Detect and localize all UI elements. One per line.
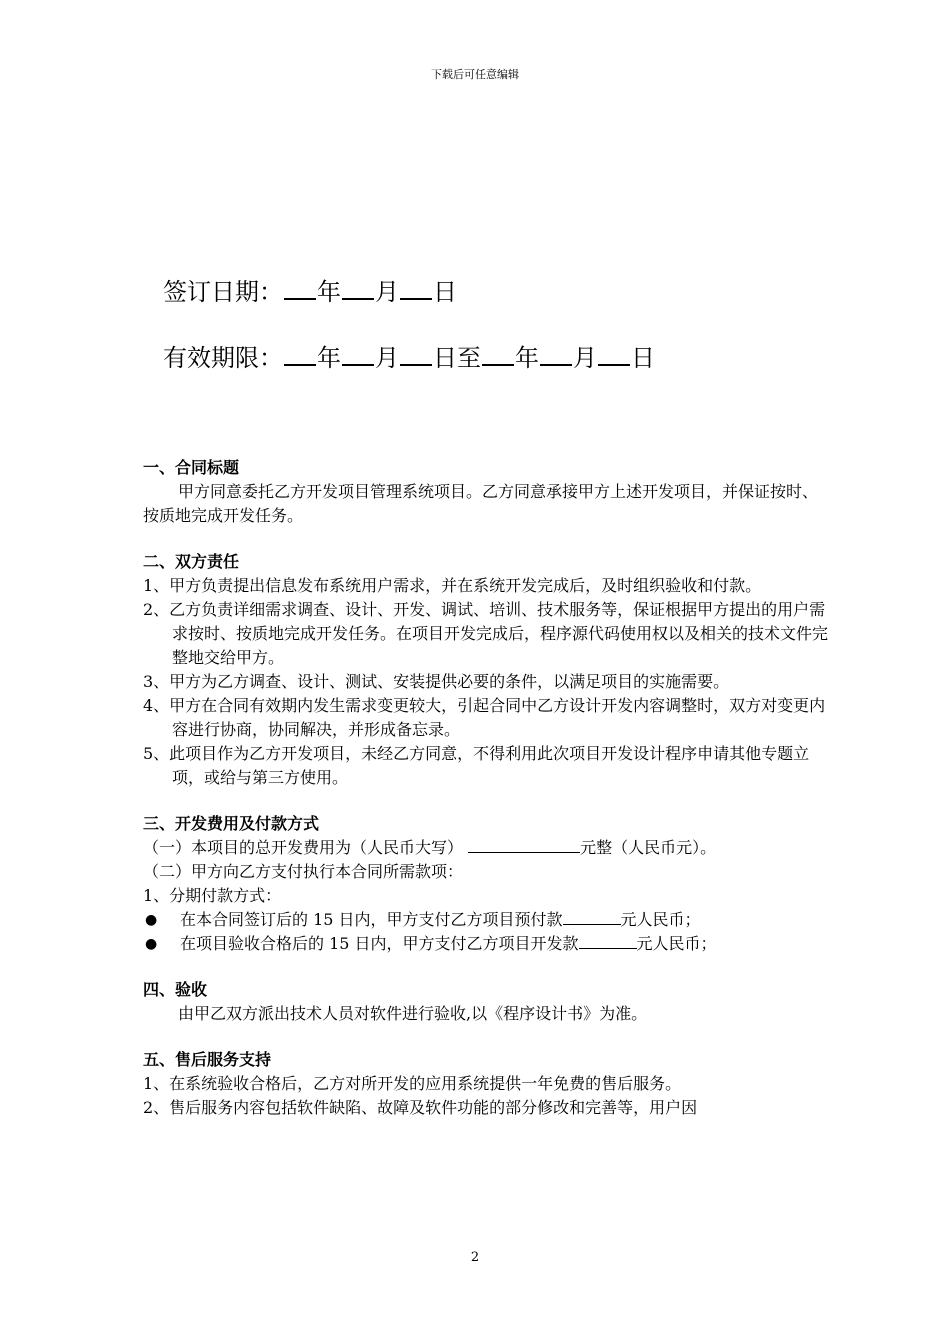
year-blank <box>284 278 316 300</box>
section-3-title: 三、开发费用及付款方式 <box>143 814 320 833</box>
valid-period-line <box>163 338 655 373</box>
day-label: 日 <box>433 278 457 306</box>
section-4-title: 四、验收 <box>143 980 208 999</box>
section-2-item: 2、乙方负责详细需求调查、设计、开发、调试、培训、技术服务等，保证根据甲方提出的用户需求按时、按质地完成开发任务。在项目开发完成后，程序源代码使用权以及相关的技术文件完整地交给甲方。 <box>143 600 829 667</box>
section-4-paragraph: 由甲乙双方派出技术人员对软件进行验收,以《程序设计书》为准。 <box>178 1004 648 1023</box>
page-number: 2 <box>470 1250 480 1265</box>
valid-period-label: 有效期限： <box>163 344 283 372</box>
year-label: 年 <box>317 278 341 306</box>
advance-payment-text: 在本合同签订后的 15 日内，甲方支付乙方项目预付款 <box>180 910 563 929</box>
payment-bullet <box>143 908 833 932</box>
start-year-blank <box>284 344 316 366</box>
section-5-item: 1、在系统验收合格后，乙方对所开发的应用系统提供一年免费的售后服务。 <box>143 1074 682 1093</box>
start-month-label: 月 <box>375 344 399 372</box>
section-2-item: 1、甲方负责提出信息发布系统用户需求，并在系统开发完成后，及时组织验收和付款。 <box>143 576 762 595</box>
installment-label: 1、分期付款方式： <box>143 886 282 905</box>
total-fee-line <box>143 836 833 860</box>
section-1-title: 一、合同标题 <box>143 458 240 477</box>
start-month-blank <box>342 344 374 366</box>
sign-date-label: 签订日期： <box>163 278 283 306</box>
month-label: 月 <box>375 278 399 306</box>
development-payment-unit: 元人民币； <box>636 934 717 953</box>
end-month-label: 月 <box>573 344 597 372</box>
start-day-label: 日至 <box>433 344 481 372</box>
start-day-blank <box>400 344 432 366</box>
page-header: 下载后可任意编辑 <box>431 68 519 81</box>
payment-intro: （二）甲方向乙方支付执行本合同所需款项： <box>143 862 464 881</box>
development-payment-text: 在项目验收合格后的 15 日内，甲方支付乙方项目开发款 <box>180 934 579 953</box>
total-fee-label: （一）本项目的总开发费用为（人民币大写） <box>143 838 464 857</box>
section-2-item: 4、甲方在合同有效期内发生需求变更较大，引起合同中乙方设计开发内容调整时，双方对变更内容进行协商，协同解决，并形成备忘录。 <box>143 696 826 739</box>
end-day-blank <box>598 344 630 366</box>
advance-payment-unit: 元人民币； <box>620 910 701 929</box>
section-5-item: 2、售后服务内容包括软件缺陷、故障及软件功能的部分修改和完善等，用户因 <box>143 1098 698 1117</box>
bullet-icon: ● <box>145 936 158 952</box>
end-year-blank <box>482 344 514 366</box>
total-fee-blank <box>468 836 580 853</box>
start-year-label: 年 <box>317 344 341 372</box>
section-2-item: 3、甲方为乙方调查、设计、测试、安装提供必要的条件，以满足项目的实施需要。 <box>143 672 730 691</box>
bullet-icon: ● <box>145 912 158 928</box>
end-year-label: 年 <box>515 344 539 372</box>
section-5-title: 五、售后服务支持 <box>143 1050 272 1069</box>
end-month-blank <box>540 344 572 366</box>
contract-body <box>143 456 833 1120</box>
section-1-paragraph: 甲方同意委托乙方开发项目管理系统项目。乙方同意承接甲方上述开发项目，并保证按时、按质地完成开发任务。 <box>143 482 819 525</box>
payment-bullet <box>143 932 833 956</box>
month-blank <box>342 278 374 300</box>
advance-payment-blank <box>563 908 621 925</box>
total-fee-unit: 元整（人民币元）。 <box>580 838 717 857</box>
sign-date-line <box>163 272 457 307</box>
section-2-item: 5、此项目作为乙方开发项目，未经乙方同意，不得利用此次项目开发设计程序申请其他专题立项，或给与第三方使用。 <box>143 744 810 787</box>
end-day-label: 日 <box>631 344 655 372</box>
day-blank <box>400 278 432 300</box>
development-payment-blank <box>579 932 637 949</box>
section-2-title: 二、双方责任 <box>143 552 240 571</box>
